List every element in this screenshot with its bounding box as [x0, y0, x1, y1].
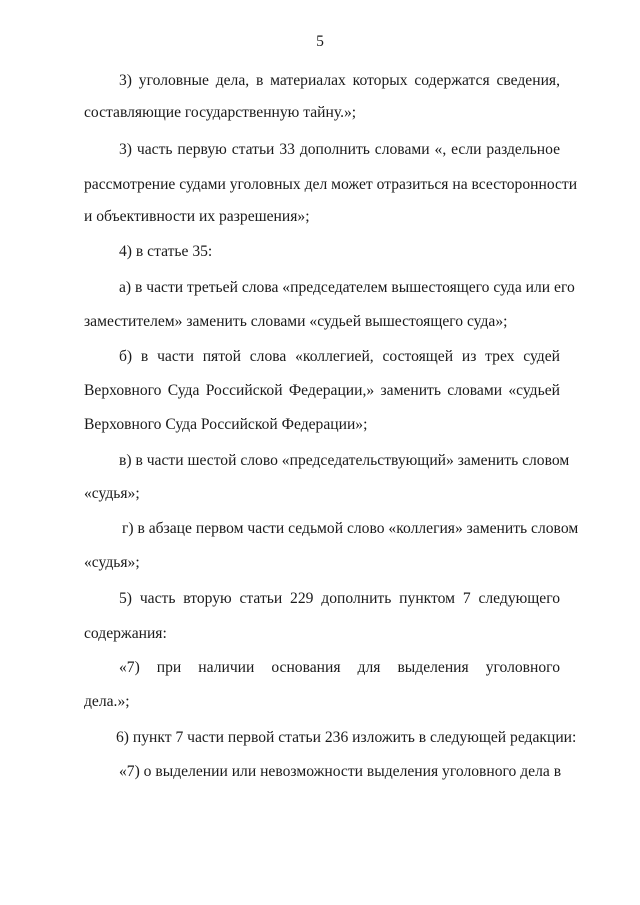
text-line: 3) уголовные дела, в материалах которых содержатся сведения, — [119, 72, 560, 89]
text-line: «судья»; — [84, 554, 140, 571]
text-line: б) в части пятой слова «коллегией, состоящей из трех судей — [119, 348, 560, 365]
text-line: «судья»; — [84, 485, 140, 502]
text-line: а) в части третьей слова «председателем вышестоящего суда или его — [119, 279, 575, 296]
page-number: 5 — [316, 33, 324, 50]
text-line: 3) часть первую статьи 33 дополнить словами «, если раздельное — [119, 141, 560, 158]
text-line: г) в абзаце первом части седьмой слово «коллегия» заменить словом — [122, 520, 579, 537]
text-line: Верховного Суда Российской Федерации»; — [84, 416, 368, 433]
text-line: «7) о выделении или невозможности выделения уголовного дела в — [119, 763, 562, 780]
text-line: дела.»; — [84, 693, 130, 710]
text-line: «7) при наличии основания для выделения уголовного — [119, 659, 560, 676]
text-line: и объективности их разрешения»; — [84, 208, 310, 225]
text-line: содержания: — [84, 625, 167, 642]
text-line: 6) пункт 7 части первой статьи 236 изложить в следующей редакции: — [116, 729, 577, 746]
text-line: Верховного Суда Российской Федерации,» заменить словами «судьей — [84, 382, 560, 399]
text-line: заместителем» заменить словами «судьей вышестоящего суда»; — [84, 313, 508, 330]
text-line: 5) часть вторую статьи 229 дополнить пунктом 7 следующего — [119, 590, 560, 607]
text-line: рассмотрение судами уголовных дел может отразиться на всесторонности — [84, 176, 578, 193]
text-line: в) в части шестой слово «председательствующий» заменить словом — [119, 452, 570, 469]
text-line: 4) в статье 35: — [119, 243, 213, 260]
text-line: составляющие государственную тайну.»; — [84, 104, 357, 121]
